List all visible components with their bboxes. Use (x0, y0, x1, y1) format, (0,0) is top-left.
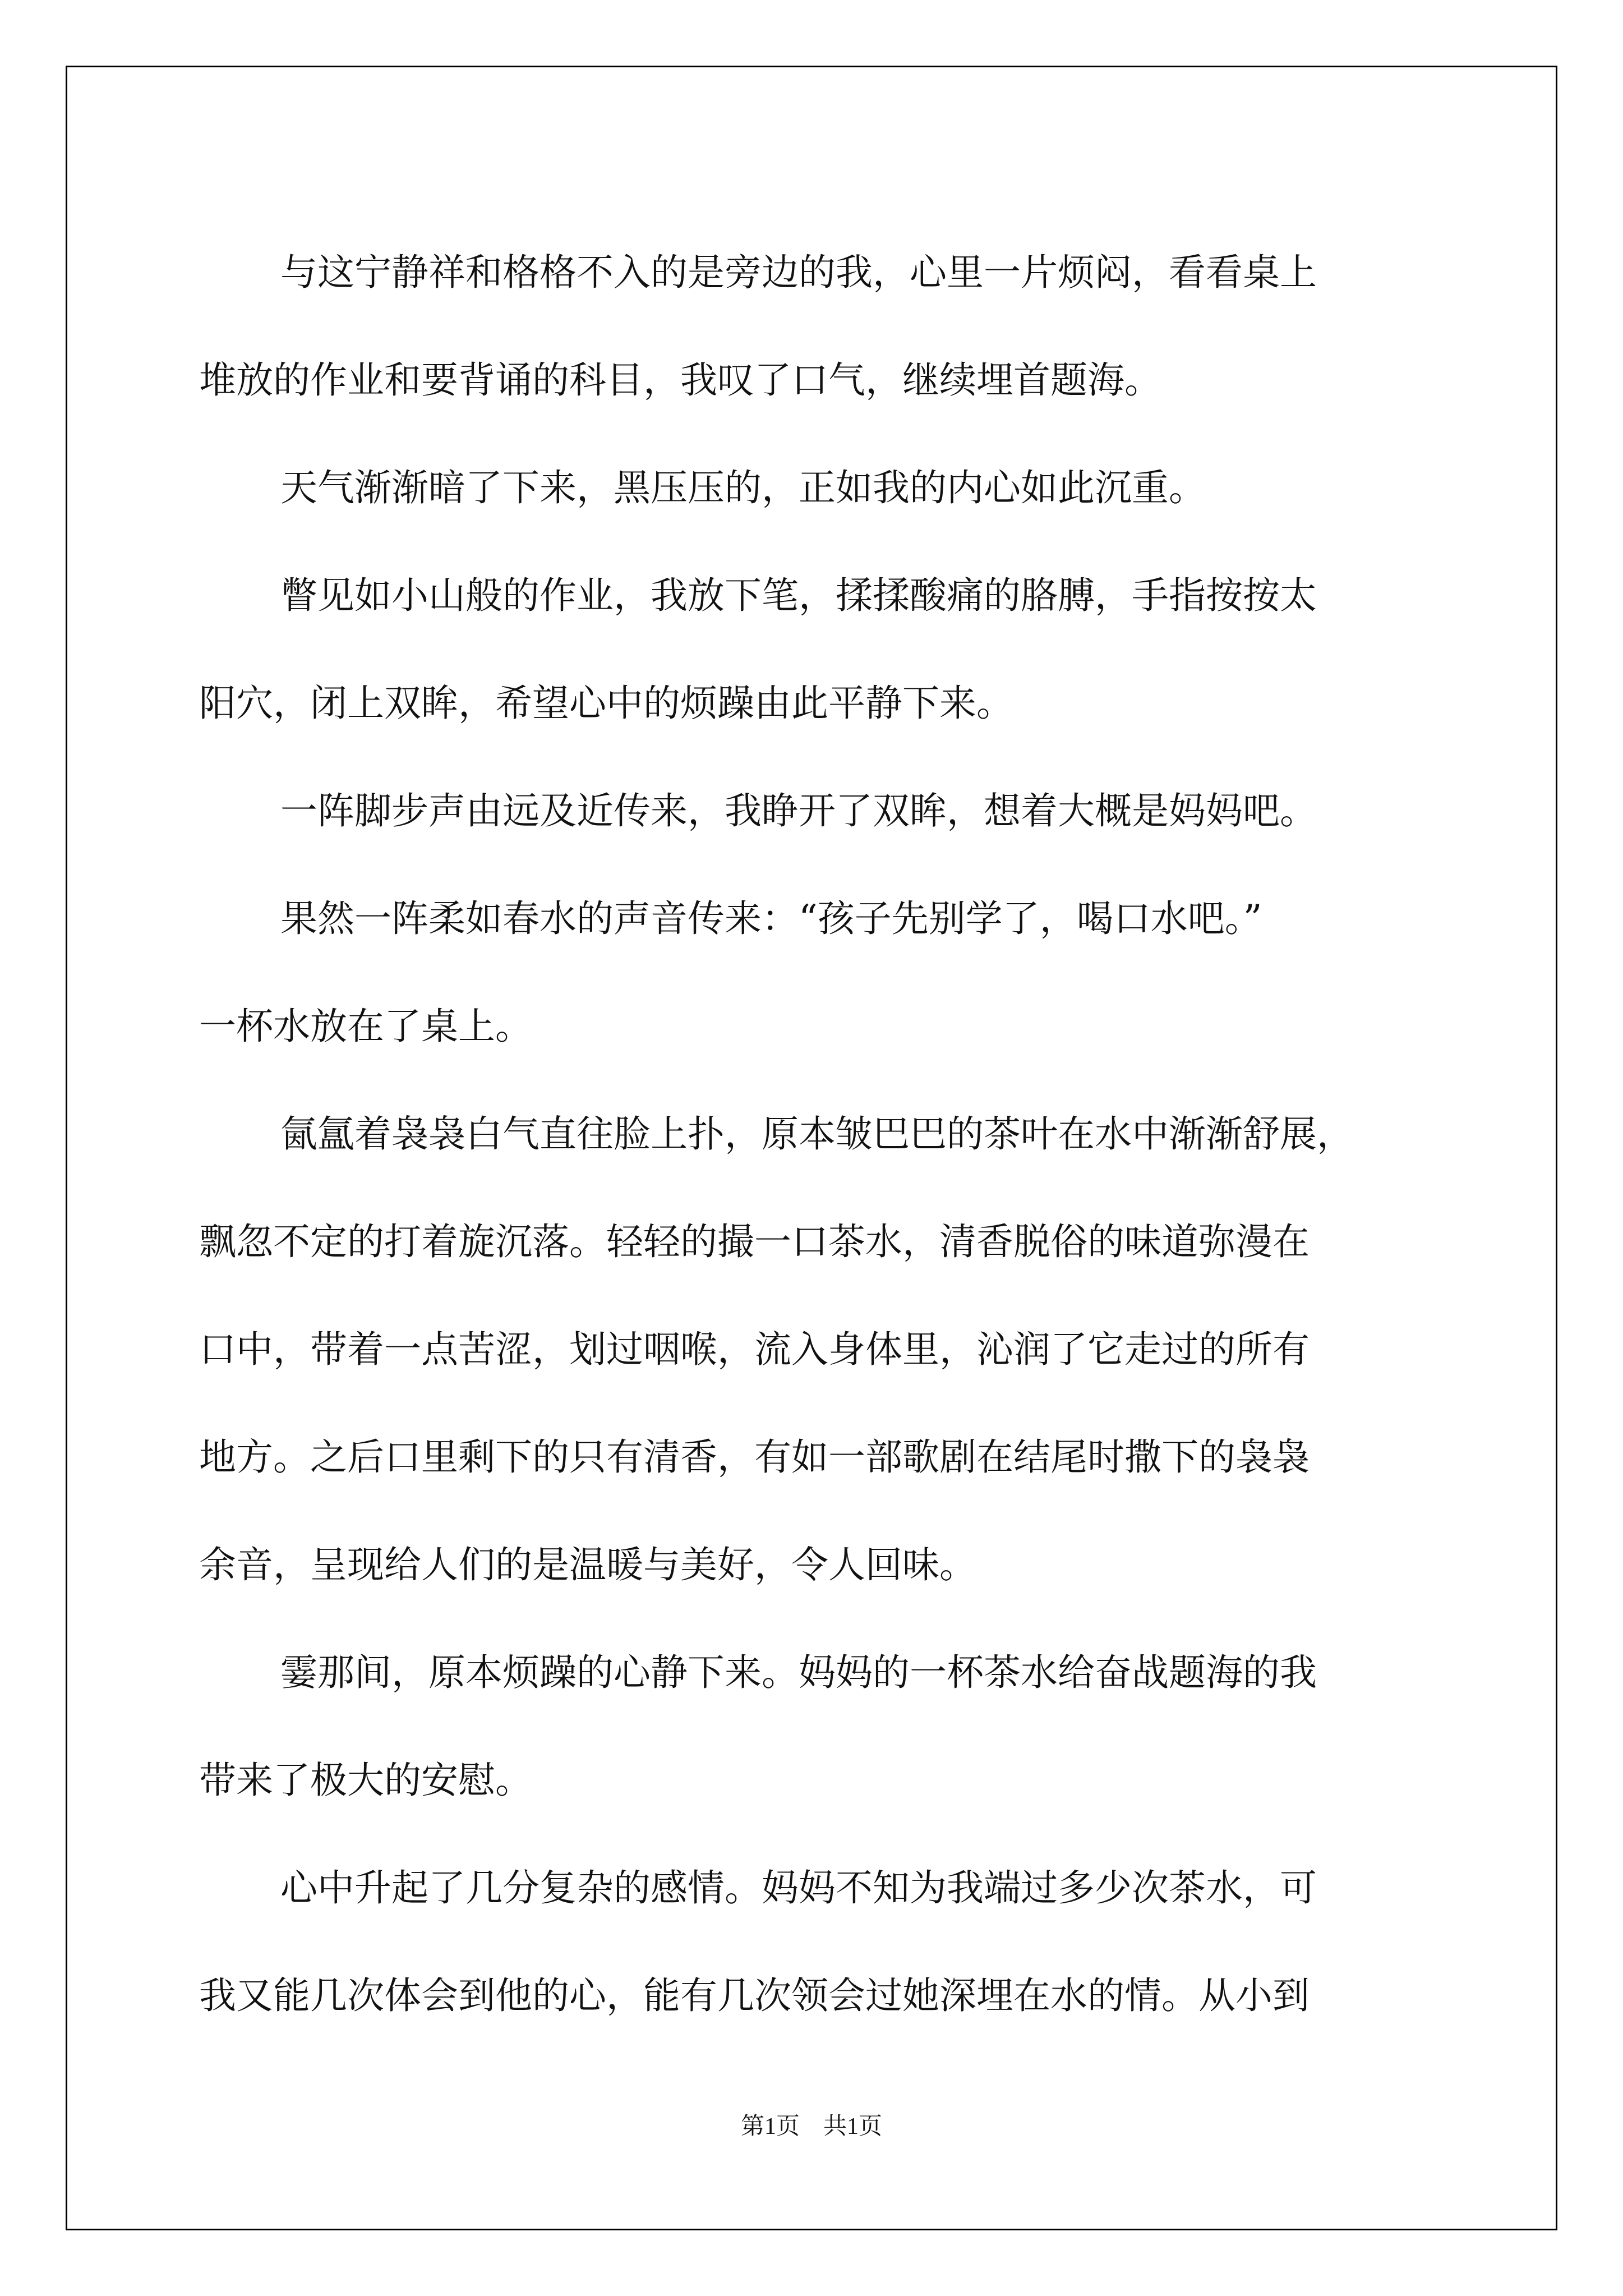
text-line: 果然一阵柔如春水的声音传来：“孩子先别学了，喝口水吧。” (280, 897, 1262, 940)
text-line: 天气渐渐暗了下来，黑压压的，正如我的内心如此沉重。 (280, 466, 1206, 509)
text-line: 氤氲着袅袅白气直往脸上扑，原本皱巴巴的茶叶在水中渐渐舒展， (280, 1112, 1354, 1156)
text-line: 带来了极大的安慰。 (199, 1759, 532, 1802)
text-line: 我又能几次体会到他的心，能有几次领会过她深埋在水的情。从小到 (199, 1974, 1310, 2017)
text-line: 霎那间，原本烦躁的心静下来。妈妈的一杯茶水给奋战题海的我 (280, 1651, 1317, 1694)
text-line: 心中升起了几分复杂的感情。妈妈不知为我端过多少次茶水，可 (280, 1866, 1317, 1910)
text-line: 堆放的作业和要背诵的科目，我叹了口气，继续埋首题海。 (199, 358, 1161, 402)
text-line: 口中，带着一点苦涩，划过咽喉，流入身体里，沁润了它走过的所有 (199, 1328, 1310, 1371)
text-line: 瞥见如小山般的作业，我放下笔，揉揉酸痛的胳膊，手指按按太 (280, 574, 1317, 617)
text-line: 阳穴，闭上双眸，希望心中的烦躁由此平静下来。 (199, 682, 1013, 725)
text-line: 地方。之后口里剩下的只有清香，有如一部歌剧在结尾时撒下的袅袅 (199, 1435, 1310, 1479)
text-line: 一阵脚步声由远及近传来，我睁开了双眸，想着大概是妈妈吧。 (280, 789, 1317, 832)
text-line: 与这宁静祥和格格不入的是旁边的我，心里一片烦闷，看看桌上 (280, 251, 1317, 294)
text-line: 一杯水放在了桌上。 (199, 1005, 532, 1048)
document-body (199, 219, 1436, 2050)
text-line: 余音，呈现给人们的是温暖与美好，令人回味。 (199, 1543, 976, 1586)
text-line: 飘忽不定的打着旋沉落。轻轻的撮一口茶水，清香脱俗的味道弥漫在 (199, 1220, 1310, 1263)
page-number-footer: 第1页 共1页 (740, 2114, 882, 2139)
